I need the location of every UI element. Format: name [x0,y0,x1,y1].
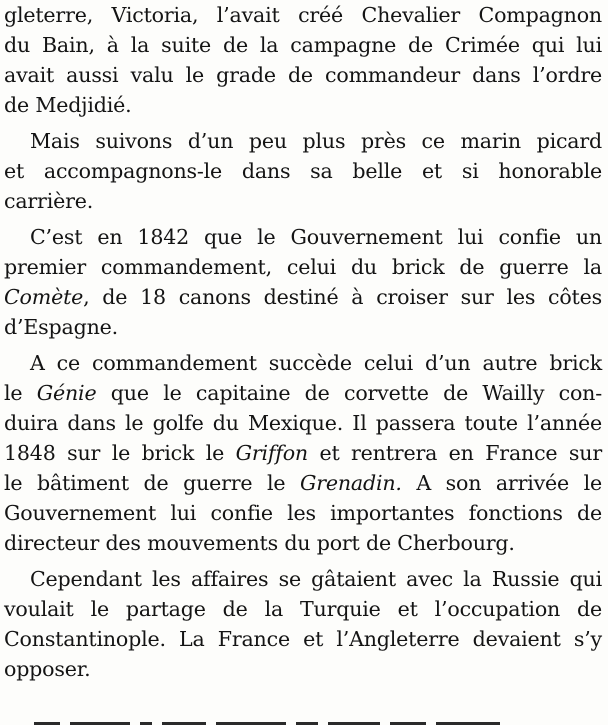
paragraph [4,222,602,342]
cut-off-next-line [4,713,602,725]
text-line [4,282,602,312]
text-line: directeur des mouvements du port de Cherbourg. [4,531,515,555]
text-line: A ce commandement succède celui d’un autre brick [30,351,602,375]
ship-name: Grenadin. [299,471,402,495]
text-run: le bâtiment de guerre le [4,471,300,495]
paragraph [4,0,602,120]
text-line: Gouvernement lui confie les importantes fonctions de [4,501,602,525]
text-line [4,468,602,498]
text-run: , de 18 canons destiné à croiser sur les côtes [83,285,602,309]
text-line: carrière. [4,189,94,213]
text-run: que le capitaine de corvette de Wailly con- [96,381,602,405]
text-line: Cependant les affaires se gâtaient avec la Russie qui [30,567,602,591]
paragraph [4,126,602,216]
text-line: premier commandement, celui du brick de guerre la [4,255,602,279]
text-line: gleterre, Victoria, l’avait créé Chevalier Compagnon [4,3,602,27]
text-line: voulait le partage de la Turquie et l’occupation de [4,597,602,621]
text-line: et accompagnons-le dans sa belle et si honorable [4,159,602,183]
text-run: et rentrera en France sur [307,441,602,465]
ship-name: Comète [4,285,84,309]
ship-name: Griffon [235,441,308,465]
text-line: avait aussi valu le grade de commandeur dans l’ordre [4,63,602,87]
text-line [4,378,602,408]
text-line: de Medjidié. [4,93,132,117]
text-line: opposer. [4,657,91,681]
text-line [4,438,602,468]
text-line: d’Espagne. [4,315,118,339]
text-line: duira dans le golfe du Mexique. Il passera toute l’année [4,411,602,435]
text-line: C’est en 1842 que le Gouvernement lui confie un [30,225,602,249]
text-run: le [4,381,37,405]
text-run: 1848 sur le brick le [4,441,236,465]
paragraph [4,564,602,684]
text-line: Mais suivons d’un peu plus près ce marin picard [30,129,602,153]
paragraph [4,348,602,558]
text-line: du Bain, à la suite de la campagne de Crimée qui lui [4,33,602,57]
text-run: A son arrivée le [401,471,602,495]
text-line: Constantinople. La France et l’Angleterre devaient s’y [4,627,602,651]
body-text [4,0,602,684]
ship-name: Génie [36,381,97,405]
